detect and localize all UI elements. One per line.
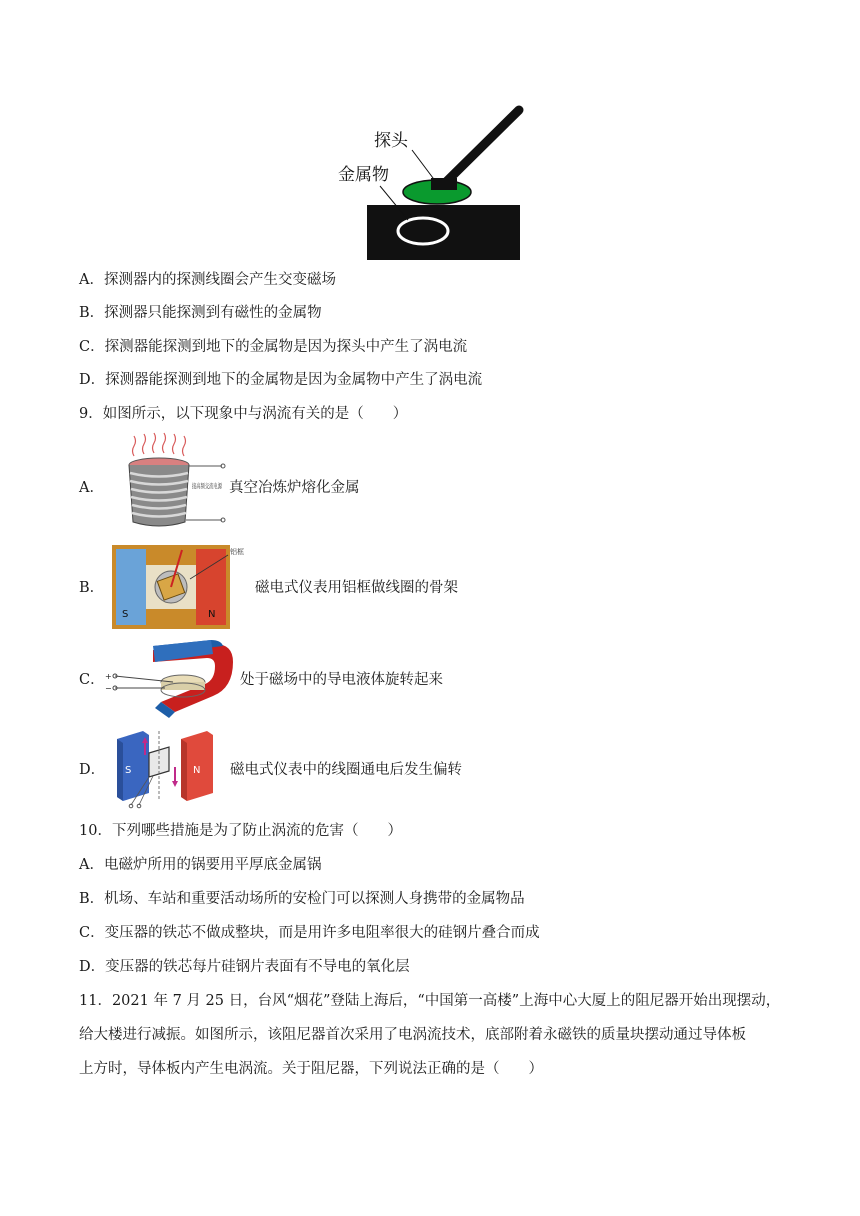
q10-option-d: D．变压器的铁芯每片硅钢片表面有不导电的氧化层: [79, 959, 410, 975]
q8-option-a: A．探测器内的探测线圈会产生交变磁场: [79, 272, 336, 288]
q9-option-c-letter: C．: [79, 672, 105, 688]
q11-line-2: 给大楼进行减振。如图所示，该阻尼器首次采用了电涡流技术，底部附着永磁铁的质量块摆动通过导体板: [79, 1027, 746, 1043]
detector-handle: [444, 110, 519, 184]
q10-stem: 10．下列哪些措施是为了防止涡流的危害（ ）: [79, 823, 402, 839]
label-probe: 探头: [374, 131, 408, 151]
q10-option-c: C．变压器的铁芯不做成整块，而是用许多电阻率很大的硅钢片叠合而成: [79, 925, 540, 941]
q9-option-b-letter: B．: [79, 580, 105, 596]
aluminum-frame-label: 铝框: [230, 548, 244, 556]
furnace-figure: [104, 438, 238, 530]
q9-option-a-caption: 真空冶炼炉熔化金属: [229, 480, 360, 496]
furnace-label: 接高频交流电源: [192, 482, 238, 490]
rotating-liquid-figure: [105, 640, 240, 720]
q8-option-b: B．探测器只能探测到有磁性的金属物: [79, 305, 322, 321]
ground-block: [367, 205, 520, 260]
q9-option-d-caption: 磁电式仪表中的线圈通电后发生偏转: [230, 762, 462, 778]
q9-stem: 9．如图所示，以下现象中与涡流有关的是（ ）: [79, 406, 408, 422]
q11-line-1: 11．2021 年 7 月 25 日，台风“烟花”登陆上海后，“中国第一高楼”上海中心大厦上的阻尼器开始出现摆动，: [79, 993, 781, 1009]
metal-detector-figure: [336, 104, 526, 260]
label-metal: 金属物: [338, 165, 389, 185]
q8-option-d: D．探测器能探测到地下的金属物是因为金属物中产生了涡电流: [79, 372, 483, 388]
aluminum-frame-meter-figure: [112, 545, 257, 629]
svg-text:S: S: [122, 609, 129, 620]
q9-option-b-caption: 磁电式仪表用铝框做线圈的骨架: [255, 580, 458, 596]
q9-option-c-caption: 处于磁场中的导电液体旋转起来: [240, 672, 443, 688]
svg-text:N: N: [208, 609, 216, 620]
q8-option-c: C．探测器能探测到地下的金属物是因为探头中产生了涡电流: [79, 339, 468, 355]
q9-option-d-letter: D．: [79, 762, 106, 778]
svg-text:N: N: [193, 765, 201, 776]
q11-line-3: 上方时，导体板内产生电涡流。关于阻尼器，下列说法正确的是（ ）: [79, 1061, 543, 1077]
q10-option-b: B．机场、车站和重要活动场所的安检门可以探测人身携带的金属物品: [79, 891, 525, 907]
q9-option-a-letter: A．: [79, 480, 104, 496]
svg-text:+: +: [105, 672, 112, 681]
q10-option-a: A．电磁炉所用的锅要用平厚底金属锅: [79, 857, 322, 873]
svg-text:S: S: [125, 765, 132, 776]
probe-pointer: [412, 150, 436, 182]
svg-text:−: −: [105, 684, 112, 693]
coil-deflection-figure: [109, 727, 234, 809]
